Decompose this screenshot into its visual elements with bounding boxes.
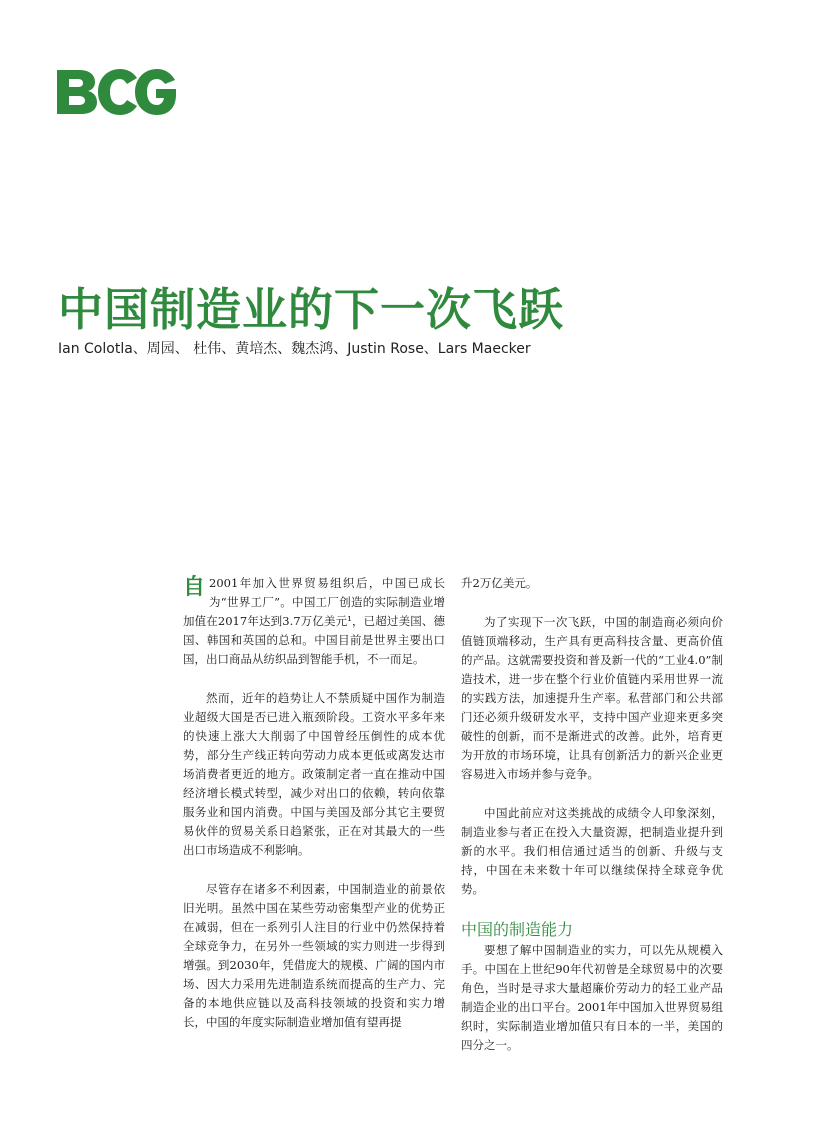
body-paragraph: 中国此前应对这类挑战的成绩令人印象深刻，制造业参与者正在投入大量资源，把制造业提升到新的水平。我们相信通过适当的创新、升级与支持，中国在未来数十年可以继续保持全球竞争优势。 bbox=[461, 806, 723, 896]
body-paragraph: 然而，近年的趋势让人不禁质疑中国作为制造业超级大国是否已进入瓶颈阶段。工资水平多年来的快速上涨大大削弱了中国曾经压倒性的成本优势，部分生产线正转向劳动力成本更低或离发达市场消费者更近的地方。政策制定者一直在推动中国经济增长模式转型，减少对出口的依赖，转向依靠服务业和国内消费。中国与美国及部分其它主要贸易伙伴的贸易关系日趋紧张，正在对其最大的一些出口市场造成不利影响。 bbox=[183, 691, 445, 857]
bcg-logo bbox=[55, 66, 177, 116]
body-paragraph-continued: 升2万亿美元。 bbox=[461, 576, 538, 590]
drop-cap: 自 bbox=[183, 575, 206, 600]
body-paragraph: 要想了解中国制造业的实力，可以先从规模入手。中国在上世纪90年代初曾是全球贸易中的次要角色，当时是寻求大量超廉价劳动力的轻工业产品制造企业的出口平台。2001年中国加入世界贸易组织时，实际制造业增加值只有日本的一半，美国的四分之一。 bbox=[461, 943, 723, 1052]
body-paragraph: 为了实现下一次飞跃，中国的制造商必须向价值链顶端移动，生产具有更高科技含量、更高价值的产品。这就需要投资和普及新一代的“工业4.0”制造技术，进一步在整个行业价值链内采用世界一流的实践方法，加速提升生产率。私营部门和公共部门还必须升级研发水平，支持中国产业迎来更多突破性的创新，而不是渐进式的改善。此外，培育更为开放的市场环境，让具有创新活力的新兴企业更容易进入市场并参与竞争。 bbox=[461, 615, 723, 781]
body-paragraph: 尽管存在诸多不利因素，中国制造业的前景依旧光明。虽然中国在某些劳动密集型产业的优势正在减弱，但在一系列引人注目的行业中仍然保持着全球竞争力，在另外一些领域的实力则进一步得到增强。到2030年，凭借庞大的规模、广阔的国内市场、因大力采用先进制造系统而提高的生产力、完备的本地供应链以及高科技领域的投资和实力增长，中国的年度实际制造业增加值有望再提 bbox=[183, 882, 445, 1029]
right-column bbox=[461, 574, 723, 1055]
section-heading: 中国的制造能力 bbox=[461, 920, 574, 939]
left-column bbox=[183, 574, 445, 1032]
intro-paragraph: 自 2001年加入世界贸易组织后，中国已成长为“世界工厂”。中国工厂创造的实际制造业增加值在2017年达到3.7万亿美元¹，已超过美国、德国、韩国和英国的总和。中国目前是世界主要出口国，出口商品从纺织品到智能手机，不一而足。 bbox=[183, 575, 445, 666]
page-title: 中国制造业的下一次飞跃 bbox=[58, 283, 565, 336]
authors-line: Ian Colotla、周园、 杜伟、黄培杰、魏杰鸿、Justin Rose、Lars Maecker bbox=[58, 341, 531, 357]
